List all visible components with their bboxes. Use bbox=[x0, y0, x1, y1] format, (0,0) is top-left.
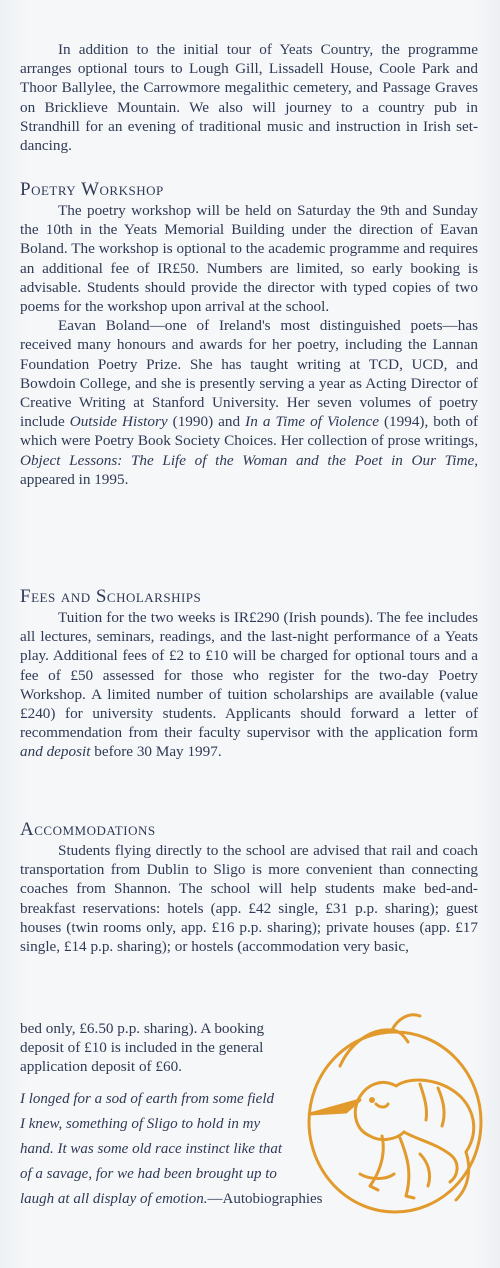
accommodations-heading: Accommodations bbox=[20, 819, 156, 840]
accommodations-paragraph: Students flying directly to the school are advised that rail and coach transportation from Dublin to Sligo is more convenient than connecting coaches from Shannon. The school will help students make bed-and-breakfast reservations: hotels (app. £42 single, £31 p.p. sharing); guest houses (twin rooms only, app. £16 p.p. sharing); private houses (app. £17 single, £14 p.p. sharing); or hostels (accommodation very basic, bbox=[20, 842, 478, 956]
quote-line-3: hand. It was some old race instinct like that bbox=[20, 1141, 283, 1157]
fees-text-2: before 30 May 1997. bbox=[90, 743, 222, 761]
unicorn-emblem-icon bbox=[300, 1004, 488, 1219]
quote-line-4: of a savage, for we had been brought up to bbox=[20, 1166, 277, 1182]
fees-emphasis: and deposit bbox=[20, 743, 91, 761]
eavan-boland-paragraph bbox=[20, 316, 478, 489]
bio-text-2: (1990) and bbox=[167, 413, 246, 431]
book-title-outside-history: Outside History bbox=[69, 413, 168, 431]
book-title-object-lessons: Object Lessons: The Life of the Woman and the Poet in Our Time bbox=[20, 451, 475, 469]
poetry-workshop-heading: Poetry Workshop bbox=[20, 179, 164, 200]
bio-text-1: Eavan Boland—one of Ireland's most distinguished poets—has received many honours and awards for her poetry, including the Lannan Foundation Poetry Prize. She has taught writing at TCD, UCD, and Bowdoin College, and she is presently serving a year as Acting Director of Creative Writing at Stanford University. Her seven volumes of poetry include bbox=[20, 317, 478, 431]
quote-text-end: laugh at all display of emotion. bbox=[20, 1191, 208, 1207]
bio-text-3: (1994), both of which were Poetry Book Society Choices. Her collection of prose writings, bbox=[20, 413, 479, 450]
bio-text-4: , appeared in 1995. bbox=[20, 451, 478, 488]
intro-paragraph: In addition to the initial tour of Yeats Country, the programme arranges optional tours to Lough Gill, Lissadell House, Coole Park and Thoor Ballylee, the Carrowmore megalithic cemetery, and Passage Graves on Bricklieve Mountain. We also will journey to a country pub in Strandhill for an evening of traditional music and instruction in Irish set-dancing. bbox=[20, 41, 478, 155]
poetry-workshop-section bbox=[20, 179, 478, 489]
quote-line-2: I knew, something of Sligo to hold in my bbox=[20, 1116, 261, 1132]
fees-section bbox=[20, 586, 478, 762]
fees-text-1: Tuition for the two weeks is IR£290 (Irish pounds). The fee includes all lectures, seminars, readings, and the last-night performance of a Yeats play. Additional fees of £2 to £10 will be charged for optional tours and a fee of £50 assessed for those who register for the two-day Poetry Workshop. A limited number of tuition scholarships are available (value £240) for university students. Applicants should forward a letter of recommendation from their faculty supervisor with the application form bbox=[20, 609, 478, 742]
accommodations-tail-line-1: bed only, £6.50 p.p. sharing). A booking bbox=[20, 1020, 265, 1037]
accommodations-tail-line-2: deposit of £10 is included in the general bbox=[20, 1039, 264, 1057]
poetry-workshop-paragraph: The poetry workshop will be held on Saturday the 9th and Sunday the 10th in the Yeats Memorial Building under the direction of Eavan Boland. The workshop is optional to the academic programme and requires an additional fee of IR£50. Numbers are limited, so early booking is advisable. Students should provide the director with typed copies of two poems for the workshop upon arrival at the school. bbox=[20, 202, 478, 316]
quote-source: —Autobiographies bbox=[207, 1191, 323, 1207]
accommodations-section bbox=[20, 819, 478, 956]
quote-line-1: I longed for a sod of earth from some field bbox=[20, 1091, 275, 1107]
book-title-time-of-violence: In a Time of Violence bbox=[245, 413, 379, 431]
fees-heading: Fees and Scholarships bbox=[20, 586, 202, 607]
intro-section bbox=[20, 40, 478, 155]
fees-paragraph bbox=[20, 608, 478, 762]
accommodations-tail-line-3: application deposit of £60. bbox=[20, 1058, 182, 1076]
accommodations-tail bbox=[20, 1019, 320, 1077]
